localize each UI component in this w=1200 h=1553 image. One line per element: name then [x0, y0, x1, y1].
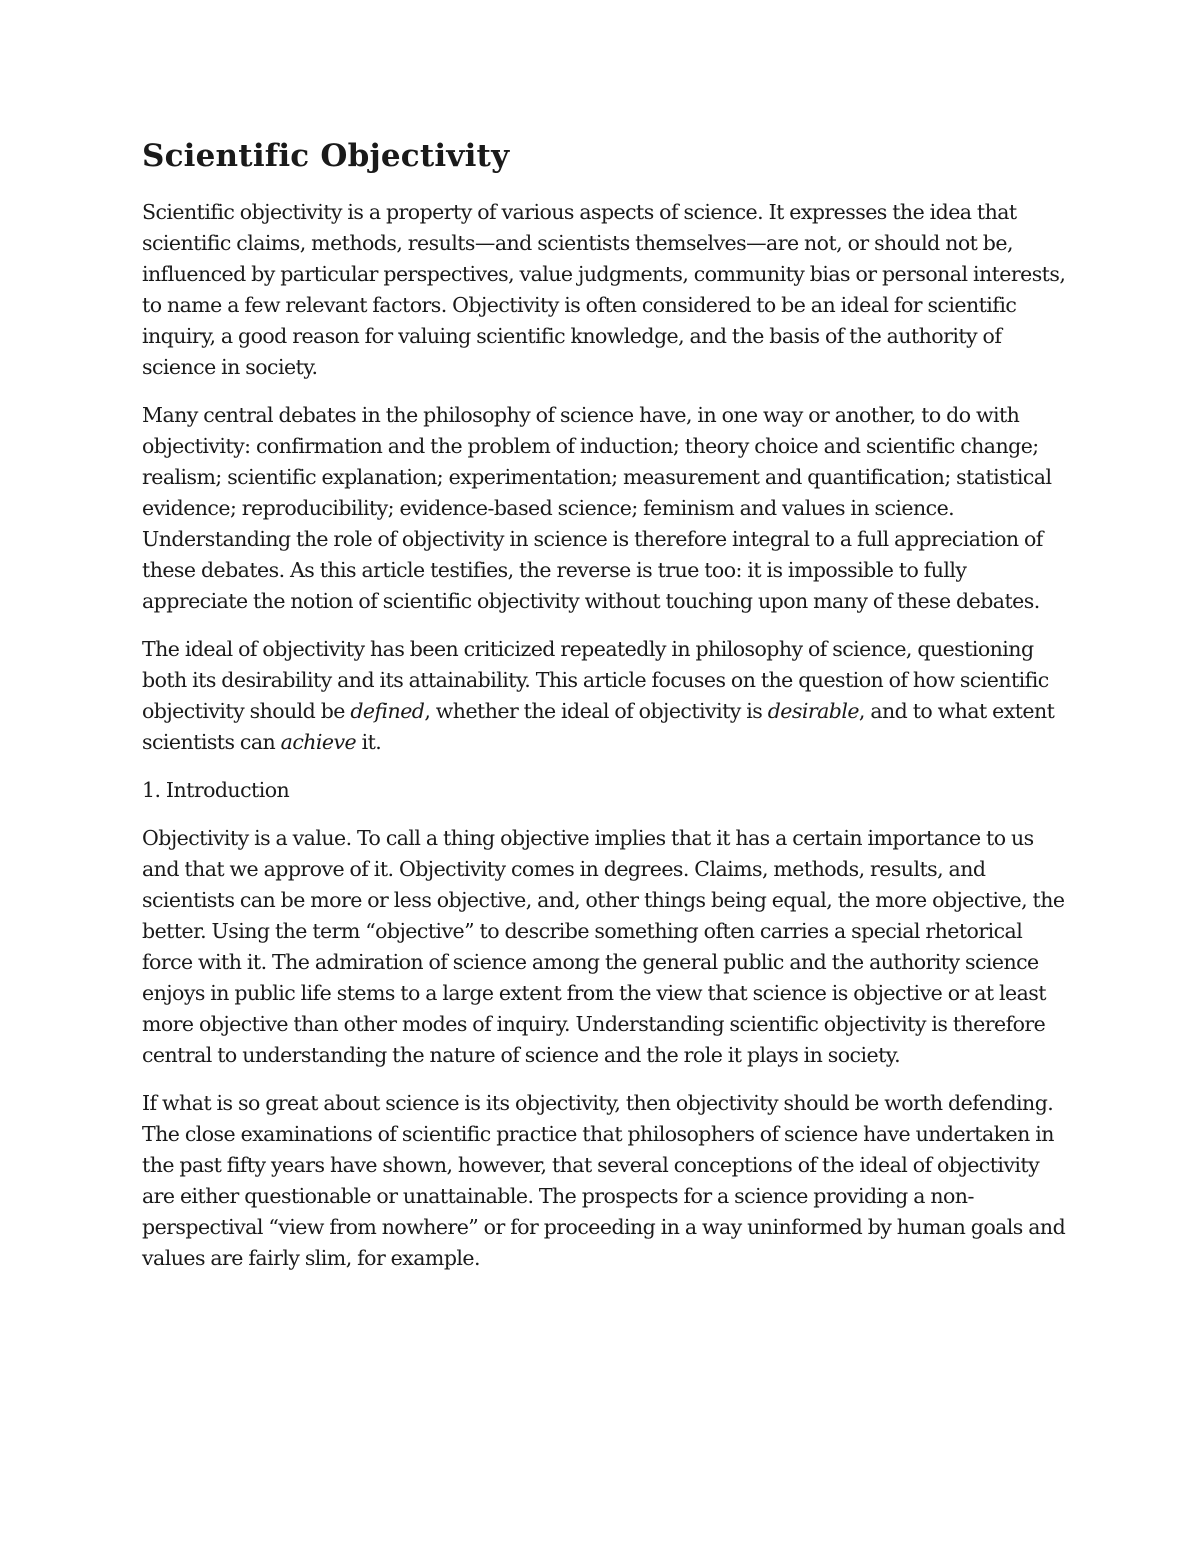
document-page	[142, 138, 1072, 1291]
emphasis-defined: defined	[350, 699, 425, 724]
intro-paragraph-1: Scientific objectivity is a property of various aspects of science. It expresses the idea that scientific claims, methods, results—and scientists themselves—are not, or should not be, influenced by particular perspectives, value judgments, community bias or personal interests, to name a few relevant factors. Objectivity is often considered to be an ideal for scientific inquiry, a good reason for valuing scientific knowledge, and the basis of the authority of science in society.	[142, 200, 1066, 380]
page-title: Scientific Objectivity	[142, 138, 510, 174]
emphasis-desirable: desirable	[767, 699, 859, 724]
emphasis-achieve: achieve	[280, 730, 357, 755]
section1-paragraph-2: If what is so great about science is its objectivity, then objectivity should be worth defending. The close examinations of scientific practice that philosophers of science have undertaken in the past fifty years have shown, however, that several conceptions of the ideal of objectivity are either questionable or unattainable. The prospects for a science providing a non-perspectival “view from nowhere” or for proceeding in a way uninformed by human goals and values are fairly slim, for example.	[142, 1091, 1066, 1271]
intro-p3-text-1: The ideal of objectivity has been criticized repeatedly in philosophy of science, questioning both its desirability and its attainability. This article focuses on the question of how scientific objectivity should be	[142, 637, 1049, 724]
section1-paragraph-1: Objectivity is a value. To call a thing objective implies that it has a certain importance to us and that we approve of it. Objectivity comes in degrees. Claims, methods, results, and scientists can be more or less objective, and, other things being equal, the more objective, the better. Using the term “objective” to describe something often carries a special rhetorical force with it. The admiration of science among the general public and the authority science enjoys in public life stems to a large extent from the view that science is objective or at least more objective than other modes of inquiry. Understanding scientific objectivity is therefore central to understanding the nature of science and the role it plays in society.	[142, 826, 1065, 1068]
intro-p3-text-4: it.	[356, 730, 382, 755]
intro-paragraph-3	[142, 634, 1072, 758]
intro-p3-text-3: , and to what extent scientists can	[142, 699, 1055, 755]
section-heading-introduction: 1. Introduction	[142, 778, 290, 803]
intro-paragraph-2: Many central debates in the philosophy of science have, in one way or another, to do with objectivity: confirmation and the problem of induction; theory choice and scientific change; realism; scientific explanation; experimentation; measurement and quantification; statistical evidence; reproducibility; evidence-based science; feminism and values in science. Understanding the role of objectivity in science is therefore integral to a full appreciation of these debates. As this article testifies, the reverse is true too: it is impossible to fully appreciate the notion of scientific objectivity without touching upon many of these debates.	[142, 403, 1052, 614]
intro-p3-text-2: , whether the ideal of objectivity is	[424, 699, 768, 724]
